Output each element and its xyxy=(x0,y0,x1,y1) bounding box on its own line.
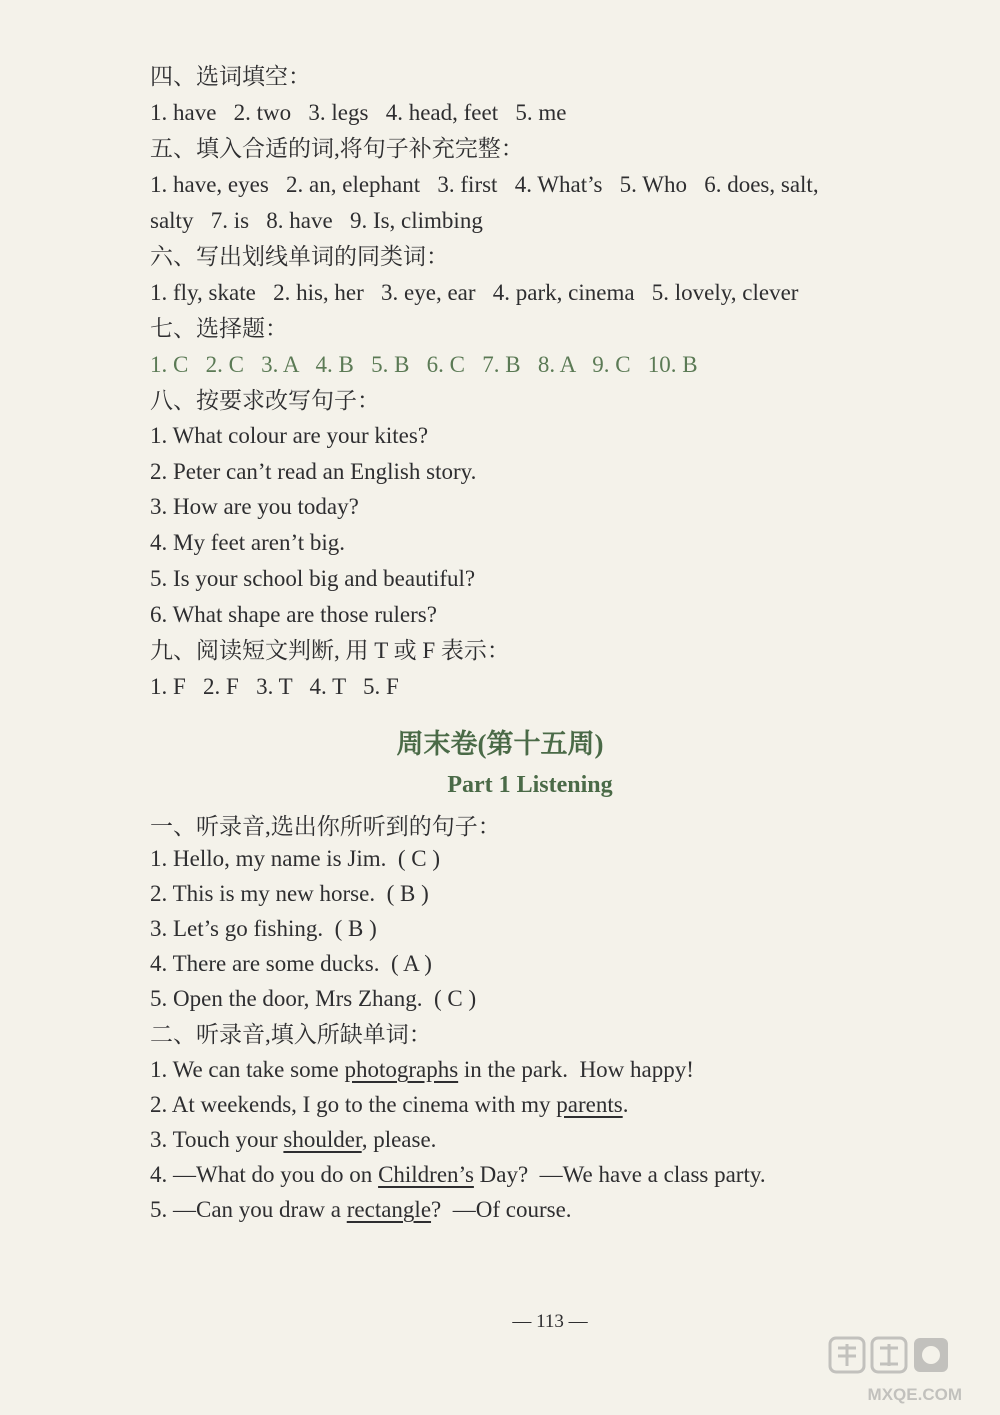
sentence-after: ? —Of course. xyxy=(431,1197,572,1222)
list-item: 5. Is your school big and beautiful? xyxy=(150,566,476,591)
list-item: 4. There are some ducks. ( A ) xyxy=(150,951,432,976)
fill-blank-item xyxy=(150,1195,572,1225)
listening-2-heading: 二、听录音,填入所缺单词： xyxy=(150,1022,432,1047)
fill-blank-item xyxy=(150,1090,628,1120)
watermark-text: MXQE.COM xyxy=(867,1385,962,1404)
section-4-answers: 1. have 2. two 3. legs 4. head, feet 5. me xyxy=(150,100,567,125)
sentence-after: . xyxy=(622,1092,629,1117)
section-6-answers: 1. fly, skate 2. his, her 3. eye, ear 4. park, cinema 5. lovely, clever xyxy=(150,280,799,305)
list-item: 2. This is my new horse. ( B ) xyxy=(150,881,429,906)
sentence-before: 4. —What do you do on xyxy=(150,1162,379,1187)
blank-answer: rectangle xyxy=(346,1197,432,1222)
section-8-heading: 八、按要求改写句子： xyxy=(150,388,380,413)
section-5-heading: 五、填入合适的词,将句子补充完整： xyxy=(150,136,524,161)
blank-answer: photographs xyxy=(344,1057,459,1082)
blank-answer: shoulder xyxy=(283,1127,362,1152)
sentence-before: 3. Touch your xyxy=(150,1127,284,1152)
fill-blank-item xyxy=(150,1055,694,1085)
section-6-heading: 六、写出划线单词的同类词： xyxy=(150,244,449,269)
sentence-after: , please. xyxy=(361,1127,437,1152)
section-4-heading: 四、选词填空： xyxy=(150,64,311,89)
listening-1-heading: 一、听录音,选出你所听到的句子： xyxy=(150,814,501,839)
week-title: 周末卷(第十五周) xyxy=(396,729,604,759)
sentence-before: 5. —Can you draw a xyxy=(150,1197,347,1222)
list-item: 3. Let’s go fishing. ( B ) xyxy=(150,916,377,941)
list-item: 6. What shape are those rulers? xyxy=(150,602,437,627)
blank-answer: Children’s xyxy=(378,1162,474,1187)
section-9-heading: 九、阅读短文判断, 用 T 或 F 表示： xyxy=(150,638,510,663)
section-7-answers: 1. C 2. C 3. A 4. B 5. B 6. C 7. B 8. A 9. C 10. B xyxy=(150,352,698,377)
list-item: 4. My feet aren’t big. xyxy=(150,530,346,555)
part-title: Part 1 Listening xyxy=(447,772,613,798)
section-9-answers: 1. F 2. F 3. T 4. T 5. F xyxy=(150,674,399,699)
section-7-heading: 七、选择题： xyxy=(150,316,288,341)
list-item: 2. Peter can’t read an English story. xyxy=(150,459,477,484)
list-item: 1. What colour are your kites? xyxy=(150,423,429,448)
fill-blank-item xyxy=(150,1125,436,1155)
list-item: 1. Hello, my name is Jim. ( C ) xyxy=(150,846,441,871)
list-item: 3. How are you today? xyxy=(150,494,359,519)
sentence-after: in the park. How happy! xyxy=(458,1057,694,1082)
sentence-before: 2. At weekends, I go to the cinema with my xyxy=(150,1092,557,1117)
list-item: 5. Open the door, Mrs Zhang. ( C ) xyxy=(150,986,477,1011)
blank-answer: parents xyxy=(556,1092,623,1117)
section-5-answers-line-1: 1. have, eyes 2. an, elephant 3. first 4. What’s 5. Who 6. does, salt, xyxy=(150,172,819,197)
section-5-answers-line-2: salty 7. is 8. have 9. Is, climbing xyxy=(150,208,483,233)
fill-blank-item xyxy=(150,1160,766,1190)
page-number: — 113 — xyxy=(512,1311,588,1332)
watermark-logo-icon xyxy=(822,1334,992,1409)
sentence-before: 1. We can take some xyxy=(150,1057,345,1082)
sentence-after: Day? —We have a class party. xyxy=(473,1162,766,1187)
